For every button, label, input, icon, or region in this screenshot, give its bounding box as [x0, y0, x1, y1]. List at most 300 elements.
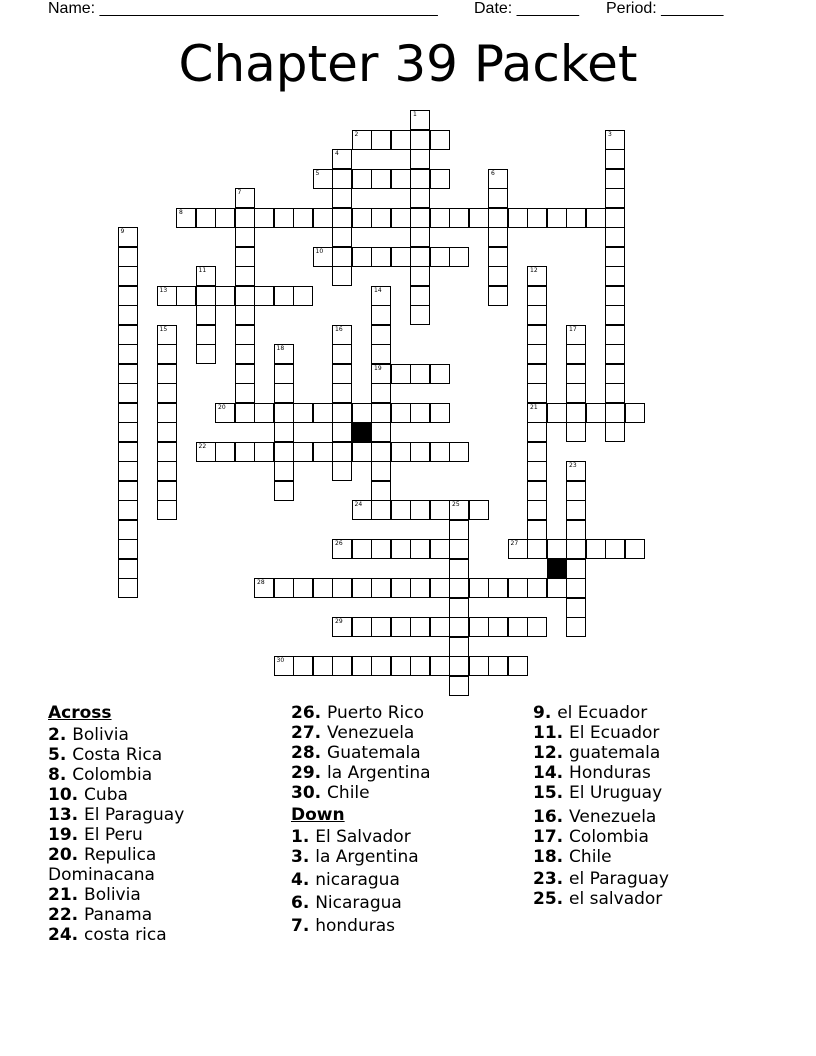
grid-cell[interactable]	[430, 364, 450, 384]
grid-cell[interactable]	[566, 422, 586, 442]
grid-cell[interactable]	[508, 578, 528, 598]
grid-cell[interactable]	[430, 442, 450, 462]
grid-cell[interactable]	[235, 227, 255, 247]
grid-cell[interactable]	[118, 325, 138, 345]
grid-cell[interactable]	[449, 520, 469, 540]
grid-cell[interactable]	[235, 442, 255, 462]
clue-number: 30.	[291, 783, 328, 803]
grid-cell[interactable]	[410, 169, 430, 189]
grid-cell[interactable]	[157, 481, 177, 501]
clue-number: 16	[335, 325, 343, 333]
grid-cell[interactable]	[332, 169, 352, 189]
grid-cell[interactable]	[274, 383, 294, 403]
clue-number: 25	[452, 501, 460, 508]
grid-cell[interactable]	[254, 403, 274, 423]
grid-cell[interactable]	[605, 266, 625, 286]
grid-cell[interactable]	[196, 266, 216, 286]
grid-cell[interactable]	[235, 364, 255, 384]
grid-cell[interactable]	[313, 169, 333, 189]
grid-cell[interactable]	[332, 266, 352, 286]
grid-cell[interactable]	[235, 403, 255, 423]
grid-cell[interactable]	[118, 383, 138, 403]
clue-number: 28.	[291, 743, 328, 763]
grid-cell[interactable]	[625, 539, 645, 559]
grid-cell[interactable]	[508, 539, 528, 559]
grid-cell[interactable]	[488, 286, 508, 306]
grid-cell[interactable]	[527, 403, 547, 423]
grid-cell[interactable]	[527, 578, 547, 598]
grid-cell[interactable]	[371, 208, 391, 228]
grid-cell[interactable]	[196, 208, 216, 228]
grid-cell[interactable]	[605, 227, 625, 247]
grid-cell[interactable]	[196, 325, 216, 345]
grid-cell[interactable]	[157, 422, 177, 442]
grid-cell[interactable]	[293, 208, 313, 228]
clue-number: 24.	[48, 925, 85, 945]
grid-cell[interactable]	[352, 656, 372, 676]
grid-cell[interactable]	[332, 578, 352, 598]
grid-cell[interactable]	[410, 578, 430, 598]
grid-cell[interactable]	[371, 578, 391, 598]
grid-cell[interactable]	[352, 617, 372, 637]
grid-cell[interactable]	[391, 208, 411, 228]
grid-cell[interactable]	[391, 169, 411, 189]
grid-cell[interactable]	[332, 247, 352, 267]
grid-cell[interactable]	[196, 442, 216, 462]
grid-cell[interactable]	[274, 286, 294, 306]
grid-cell[interactable]	[293, 286, 313, 306]
grid-cell[interactable]	[118, 403, 138, 423]
grid-cell[interactable]	[118, 481, 138, 501]
grid-cell[interactable]	[527, 500, 547, 520]
grid-cell[interactable]	[566, 481, 586, 501]
period-field[interactable]: Period: _______	[606, 0, 724, 17]
grid-cell[interactable]	[449, 617, 469, 637]
grid-cell[interactable]	[410, 286, 430, 306]
grid-cell[interactable]	[176, 208, 196, 228]
grid-cell[interactable]	[371, 442, 391, 462]
grid-cell[interactable]	[430, 247, 450, 267]
grid-cell[interactable]	[410, 500, 430, 520]
grid-cell[interactable]	[469, 208, 489, 228]
grid-cell[interactable]	[332, 539, 352, 559]
grid-cell[interactable]	[410, 364, 430, 384]
clue-number: 22	[198, 442, 207, 450]
grid-cell[interactable]	[332, 403, 352, 423]
grid-cell[interactable]	[430, 617, 450, 637]
clue-number: 13	[159, 286, 168, 294]
grid-cell[interactable]	[352, 403, 372, 423]
grid-cell[interactable]	[488, 188, 508, 208]
grid-cell[interactable]	[274, 403, 294, 423]
grid-cell[interactable]	[605, 130, 625, 150]
grid-cell[interactable]	[118, 286, 138, 306]
grid-cell[interactable]	[157, 403, 177, 423]
grid-cell[interactable]	[118, 266, 138, 286]
clue-number: 8.	[48, 765, 73, 785]
grid-cell[interactable]	[527, 286, 547, 306]
grid-cell[interactable]	[235, 305, 255, 325]
grid-cell[interactable]	[118, 305, 138, 325]
grid-cell[interactable]	[235, 344, 255, 364]
grid-cell[interactable]	[449, 208, 469, 228]
grid-cell[interactable]	[605, 403, 625, 423]
grid-cell[interactable]	[527, 539, 547, 559]
grid-cell[interactable]	[410, 188, 430, 208]
grid-cell[interactable]	[566, 578, 586, 598]
grid-cell[interactable]	[391, 578, 411, 598]
grid-cell[interactable]	[118, 578, 138, 598]
grid-cell[interactable]	[488, 227, 508, 247]
grid-cell[interactable]	[332, 383, 352, 403]
grid-cell[interactable]	[547, 403, 567, 423]
grid-cell[interactable]	[527, 344, 547, 364]
grid-cell[interactable]	[274, 578, 294, 598]
grid-cell[interactable]	[313, 442, 333, 462]
grid-cell[interactable]	[391, 500, 411, 520]
grid-cell[interactable]	[605, 383, 625, 403]
grid-cell[interactable]	[332, 442, 352, 462]
grid-cell[interactable]	[196, 286, 216, 306]
grid-cell[interactable]	[176, 286, 196, 306]
grid-cell[interactable]	[391, 539, 411, 559]
grid-cell[interactable]	[235, 325, 255, 345]
grid-cell[interactable]	[410, 149, 430, 169]
grid-cell[interactable]	[391, 617, 411, 637]
grid-cell[interactable]	[157, 325, 177, 345]
grid-cell[interactable]	[566, 520, 586, 540]
grid-cell[interactable]	[586, 208, 606, 228]
grid-cell[interactable]	[118, 500, 138, 520]
grid-cell[interactable]	[605, 188, 625, 208]
grid-cell[interactable]	[566, 325, 586, 345]
grid-cell[interactable]	[274, 364, 294, 384]
grid-cell[interactable]	[371, 325, 391, 345]
grid-cell[interactable]	[488, 656, 508, 676]
grid-cell[interactable]	[235, 383, 255, 403]
grid-cell[interactable]	[293, 578, 313, 598]
grid-cell[interactable]	[586, 403, 606, 423]
grid-cell[interactable]	[371, 130, 391, 150]
grid-cell[interactable]	[527, 481, 547, 501]
grid-cell[interactable]	[235, 188, 255, 208]
grid-cell[interactable]	[488, 169, 508, 189]
grid-cell[interactable]	[605, 208, 625, 228]
grid-cell[interactable]	[430, 208, 450, 228]
grid-cell[interactable]	[469, 578, 489, 598]
grid-cell[interactable]	[313, 208, 333, 228]
grid-cell[interactable]	[371, 500, 391, 520]
grid-cell[interactable]	[332, 656, 352, 676]
grid-cell[interactable]	[410, 110, 430, 130]
grid-cell[interactable]	[118, 520, 138, 540]
grid-cell[interactable]	[332, 227, 352, 247]
grid-cell[interactable]	[566, 598, 586, 618]
grid-cell[interactable]	[371, 247, 391, 267]
grid-cell[interactable]	[352, 539, 372, 559]
grid-cell[interactable]	[313, 656, 333, 676]
grid-cell[interactable]	[371, 305, 391, 325]
grid-cell[interactable]	[449, 656, 469, 676]
grid-cell[interactable]	[488, 617, 508, 637]
grid-cell[interactable]	[254, 578, 274, 598]
grid-cell[interactable]	[118, 442, 138, 462]
grid-cell[interactable]	[449, 676, 469, 696]
grid-cell[interactable]	[527, 461, 547, 481]
grid-cell[interactable]	[566, 617, 586, 637]
across-clue	[291, 763, 431, 783]
grid-cell[interactable]	[488, 247, 508, 267]
grid-cell[interactable]	[566, 364, 586, 384]
clue-number: 14.	[533, 763, 570, 783]
grid-cell[interactable]	[449, 442, 469, 462]
grid-cell[interactable]	[566, 383, 586, 403]
grid-cell[interactable]	[293, 656, 313, 676]
grid-cell[interactable]	[449, 539, 469, 559]
grid-cell[interactable]	[157, 500, 177, 520]
grid-cell[interactable]	[313, 403, 333, 423]
clue-text: costa rica	[84, 925, 167, 945]
grid-cell[interactable]	[157, 286, 177, 306]
clue-text: la Argentina	[315, 847, 419, 867]
grid-cell[interactable]	[527, 305, 547, 325]
grid-cell[interactable]	[605, 364, 625, 384]
grid-cell[interactable]	[566, 208, 586, 228]
grid-cell[interactable]	[566, 500, 586, 520]
grid-cell[interactable]	[586, 539, 606, 559]
grid-cell[interactable]	[215, 442, 235, 462]
grid-cell[interactable]	[274, 461, 294, 481]
grid-cell[interactable]	[410, 266, 430, 286]
grid-cell[interactable]	[547, 208, 567, 228]
grid-cell[interactable]	[235, 247, 255, 267]
grid-cell[interactable]	[566, 344, 586, 364]
grid-cell[interactable]	[605, 422, 625, 442]
grid-cell[interactable]	[566, 461, 586, 481]
grid-cell[interactable]	[352, 130, 372, 150]
grid-cell[interactable]	[430, 169, 450, 189]
grid-cell[interactable]	[410, 442, 430, 462]
grid-cell[interactable]	[605, 344, 625, 364]
grid-cell[interactable]	[371, 364, 391, 384]
down-clue	[533, 783, 662, 803]
grid-cell[interactable]	[371, 539, 391, 559]
clue-number: 9.	[533, 703, 558, 723]
grid-cell[interactable]	[196, 344, 216, 364]
grid-cell[interactable]	[625, 403, 645, 423]
grid-cell[interactable]	[527, 325, 547, 345]
grid-cell[interactable]	[566, 403, 586, 423]
grid-cell[interactable]	[157, 442, 177, 462]
grid-cell[interactable]	[332, 364, 352, 384]
grid-cell[interactable]	[566, 559, 586, 579]
grid-cell[interactable]	[430, 578, 450, 598]
grid-cell[interactable]	[449, 247, 469, 267]
grid-cell[interactable]	[332, 188, 352, 208]
grid-cell[interactable]	[410, 247, 430, 267]
clue-number: 4.	[291, 870, 316, 890]
grid-cell[interactable]	[215, 286, 235, 306]
grid-cell[interactable]	[313, 247, 333, 267]
grid-cell[interactable]	[410, 305, 430, 325]
grid-cell[interactable]	[274, 344, 294, 364]
grid-cell[interactable]	[371, 403, 391, 423]
grid-cell[interactable]	[332, 422, 352, 442]
grid-cell[interactable]	[488, 266, 508, 286]
grid-cell[interactable]	[293, 403, 313, 423]
grid-cell[interactable]	[410, 656, 430, 676]
grid-cell[interactable]	[274, 442, 294, 462]
grid-cell[interactable]	[410, 208, 430, 228]
grid-cell[interactable]	[332, 208, 352, 228]
grid-cell[interactable]	[293, 442, 313, 462]
grid-cell[interactable]	[235, 286, 255, 306]
grid-cell[interactable]	[605, 305, 625, 325]
grid-cell[interactable]	[352, 500, 372, 520]
grid-cell[interactable]	[410, 617, 430, 637]
grid-cell[interactable]	[527, 266, 547, 286]
grid-cell[interactable]	[527, 422, 547, 442]
grid-cell[interactable]	[605, 247, 625, 267]
grid-cell[interactable]	[118, 539, 138, 559]
grid-cell[interactable]	[371, 481, 391, 501]
clue-number: 20.	[48, 845, 85, 865]
grid-cell[interactable]	[254, 442, 274, 462]
clue-number: 10	[315, 247, 324, 255]
grid-cell[interactable]	[118, 247, 138, 267]
clue-text: Honduras	[569, 763, 651, 783]
grid-cell[interactable]	[547, 539, 567, 559]
across-clue	[48, 765, 152, 785]
grid-cell[interactable]	[274, 208, 294, 228]
grid-cell[interactable]	[313, 578, 333, 598]
clue-text: Bolivia	[72, 725, 129, 745]
grid-cell[interactable]	[332, 149, 352, 169]
grid-cell[interactable]	[488, 578, 508, 598]
grid-cell[interactable]	[430, 403, 450, 423]
grid-cell[interactable]	[605, 149, 625, 169]
grid-cell[interactable]	[410, 539, 430, 559]
grid-cell[interactable]	[274, 481, 294, 501]
grid-cell[interactable]	[157, 461, 177, 481]
grid-cell[interactable]	[118, 227, 138, 247]
grid-cell[interactable]	[430, 130, 450, 150]
grid-cell[interactable]	[371, 383, 391, 403]
grid-cell[interactable]	[410, 403, 430, 423]
clue-number: 19	[374, 364, 382, 372]
grid-cell[interactable]	[449, 500, 469, 520]
grid-cell[interactable]	[352, 169, 372, 189]
grid-cell[interactable]	[449, 578, 469, 598]
grid-cell[interactable]	[391, 364, 411, 384]
grid-cell[interactable]	[215, 403, 235, 423]
grid-cell[interactable]	[332, 344, 352, 364]
grid-cell[interactable]	[391, 656, 411, 676]
grid-cell[interactable]	[488, 208, 508, 228]
grid-cell[interactable]	[235, 266, 255, 286]
grid-cell[interactable]	[332, 461, 352, 481]
grid-cell[interactable]	[430, 539, 450, 559]
grid-cell[interactable]	[371, 656, 391, 676]
grid-cell[interactable]	[118, 344, 138, 364]
grid-cell[interactable]	[274, 422, 294, 442]
grid-cell[interactable]	[605, 539, 625, 559]
grid-cell[interactable]	[508, 617, 528, 637]
grid-cell[interactable]	[410, 130, 430, 150]
grid-cell[interactable]	[274, 656, 294, 676]
grid-cell[interactable]	[449, 559, 469, 579]
grid-cell[interactable]	[157, 383, 177, 403]
grid-cell[interactable]	[605, 325, 625, 345]
name-field[interactable]: Name: ______________________________________	[48, 0, 438, 17]
grid-cell[interactable]	[508, 208, 528, 228]
grid-cell[interactable]	[449, 637, 469, 657]
grid-cell[interactable]	[371, 344, 391, 364]
grid-cell[interactable]	[371, 461, 391, 481]
grid-cell[interactable]	[118, 422, 138, 442]
grid-cell[interactable]	[352, 578, 372, 598]
clue-number: 6	[491, 169, 495, 177]
grid-cell[interactable]	[430, 656, 450, 676]
grid-cell[interactable]	[254, 208, 274, 228]
grid-cell[interactable]	[332, 325, 352, 345]
grid-cell[interactable]	[547, 578, 567, 598]
grid-cell[interactable]	[352, 208, 372, 228]
grid-cell[interactable]	[352, 247, 372, 267]
grid-cell[interactable]	[527, 364, 547, 384]
grid-cell[interactable]	[391, 403, 411, 423]
grid-cell[interactable]	[430, 500, 450, 520]
grid-cell[interactable]	[235, 208, 255, 228]
grid-cell[interactable]	[527, 383, 547, 403]
grid-cell[interactable]	[391, 442, 411, 462]
grid-cell[interactable]	[371, 422, 391, 442]
grid-cell[interactable]	[215, 208, 235, 228]
grid-cell[interactable]	[527, 442, 547, 462]
grid-cell[interactable]	[352, 442, 372, 462]
grid-cell[interactable]	[391, 130, 411, 150]
grid-cell[interactable]	[527, 520, 547, 540]
grid-cell[interactable]	[410, 227, 430, 247]
grid-cell[interactable]	[527, 617, 547, 637]
grid-cell[interactable]	[605, 169, 625, 189]
grid-cell[interactable]	[527, 208, 547, 228]
grid-cell[interactable]	[469, 656, 489, 676]
grid-cell[interactable]	[196, 305, 216, 325]
grid-cell[interactable]	[508, 656, 528, 676]
grid-cell[interactable]	[371, 286, 391, 306]
grid-cell[interactable]	[391, 247, 411, 267]
grid-cell[interactable]	[118, 364, 138, 384]
grid-cell[interactable]	[566, 539, 586, 559]
grid-cell[interactable]	[118, 559, 138, 579]
grid-cell[interactable]	[371, 169, 391, 189]
date-field[interactable]: Date: _______	[474, 0, 579, 17]
grid-cell[interactable]	[371, 617, 391, 637]
grid-cell[interactable]	[469, 617, 489, 637]
grid-cell[interactable]	[254, 286, 274, 306]
grid-cell[interactable]	[118, 461, 138, 481]
clue-number: 29.	[291, 763, 328, 783]
grid-cell[interactable]	[449, 598, 469, 618]
grid-cell[interactable]	[605, 286, 625, 306]
grid-cell[interactable]	[469, 500, 489, 520]
grid-cell[interactable]	[157, 364, 177, 384]
grid-cell[interactable]	[157, 344, 177, 364]
clue-number: 12	[530, 267, 538, 274]
grid-cell[interactable]	[332, 617, 352, 637]
clue-number: 18	[276, 345, 285, 352]
